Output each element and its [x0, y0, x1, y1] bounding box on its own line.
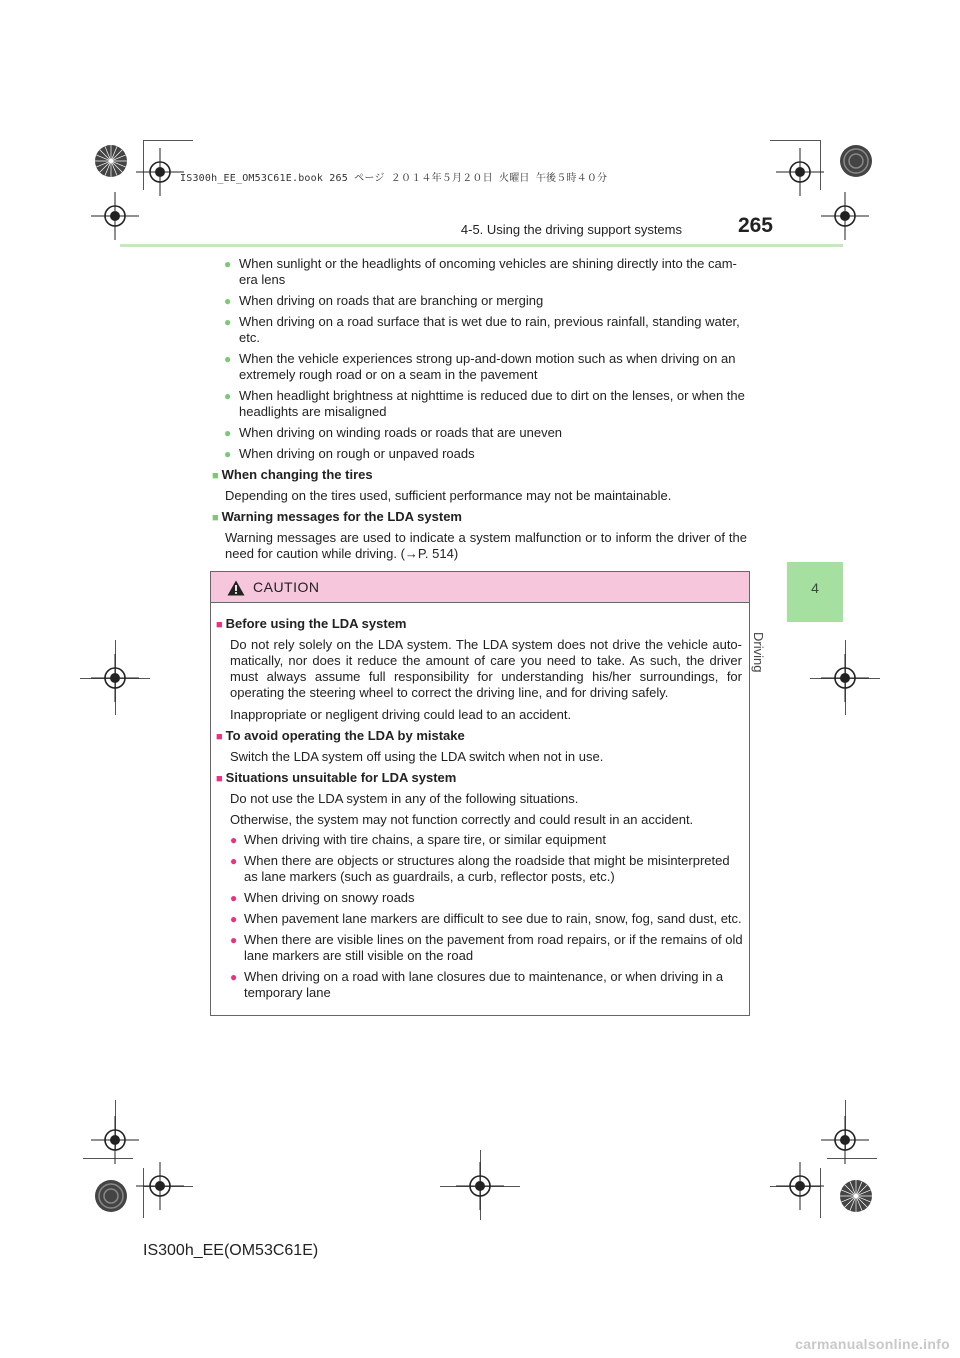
registration-mark-icon	[136, 148, 184, 196]
list-item: ● When driving on rough or unpaved roads	[224, 446, 475, 461]
registration-mark-icon	[776, 1162, 824, 1210]
list-item: ● When driving on snowy roads	[230, 890, 415, 905]
registration-mark-icon	[91, 654, 139, 702]
caution-box	[210, 571, 750, 1016]
document-code: IS300h_EE(OM53C61E)	[143, 1242, 319, 1259]
list-item: ● When the vehicle experiences strong up-and-down motion such as when driving on an extremely rough road or on a seam in the pavement	[224, 351, 736, 382]
square-bullet-icon: ■	[216, 773, 223, 785]
caution-paragraph: Inappropriate or negligent driving could lead to an accident.	[230, 707, 572, 722]
bullet-icon: ●	[224, 447, 232, 461]
section-heading: ■ When changing the tires	[212, 467, 373, 482]
registration-mark-icon	[91, 192, 139, 240]
list-item: ● When driving on roads that are branching or merging	[224, 293, 544, 308]
list-item: ● When sunlight or the headlights of oncoming vehicles are shining directly into the cam-era lens	[224, 256, 737, 287]
crop-line	[770, 140, 820, 141]
bullet-icon: ●	[230, 912, 238, 926]
square-bullet-icon: ■	[212, 470, 219, 482]
list-item: ● When driving on a road surface that is wet due to rain, previous rainfall, standing water, etc.	[224, 314, 740, 345]
crop-line	[143, 140, 193, 141]
bullet-icon: ●	[224, 294, 232, 308]
warning-icon	[227, 580, 245, 596]
bullet-icon: ●	[230, 833, 238, 847]
caution-paragraph: Do not rely solely on the LDA system. The LDA system does not drive the vehicle auto-matically, nor does it reduce the amount of care you need to take. As such, the driver must always assume full responsibility for understanding his/her surroundings, for operating the steering wheel to correct the driving line, and for driving safely.	[230, 637, 742, 700]
bullet-icon: ●	[230, 933, 238, 947]
print-info: IS300h_EE_OM53C61E.book 265 ページ ２０１４年５月２０日 火曜日 午後５時４０分	[180, 173, 608, 184]
caution-heading: ■ To avoid operating the LDA by mistake	[216, 728, 465, 743]
caution-paragraph: Switch the LDA system off using the LDA switch when not in use.	[230, 749, 604, 764]
list-item: ● When driving on a road with lane closures due to maintenance, or when driving in a temporary lane	[230, 969, 724, 1000]
bullet-icon: ●	[230, 970, 238, 984]
bullet-icon: ●	[224, 352, 232, 366]
section-body: Warning messages are used to indicate a system malfunction or to inform the driver of the need for caution while driving. (→P. 514)	[225, 530, 747, 561]
bullet-icon: ●	[230, 891, 238, 905]
caution-title: CAUTION	[253, 579, 320, 595]
condition-list	[224, 256, 752, 467]
starburst-target-icon	[94, 144, 128, 178]
section-title: 4-5. Using the driving support systems	[460, 222, 682, 237]
caution-heading: ■ Before using the LDA system	[216, 616, 407, 631]
list-item: ● When pavement lane markers are difficult to see due to rain, snow, fog, sand dust, etc.	[230, 911, 742, 926]
caution-header	[211, 572, 749, 603]
list-item: ● When driving on winding roads or roads that are uneven	[224, 425, 563, 440]
list-item: ● When headlight brightness at nighttime is reduced due to dirt on the lenses, or when the headlights are misaligned	[224, 388, 745, 419]
bullet-icon: ●	[224, 389, 232, 403]
section-heading: ■ Warning messages for the LDA system	[212, 509, 462, 524]
starburst-target-icon	[839, 1179, 873, 1213]
registration-mark-icon	[776, 148, 824, 196]
registration-mark-icon	[821, 654, 869, 702]
caution-heading: ■ Situations unsuitable for LDA system	[216, 770, 457, 785]
registration-mark-icon	[821, 192, 869, 240]
registration-mark-icon	[136, 1162, 184, 1210]
registration-mark-icon	[821, 1116, 869, 1164]
section-body: Depending on the tires used, sufficient performance may not be maintainable.	[225, 488, 672, 503]
list-item: ● When there are visible lines on the pavement from road repairs, or if the remains of old lane markers are still visible on the road	[230, 932, 743, 963]
list-item: ● When driving with tire chains, a spare tire, or similar equipment	[230, 832, 606, 847]
registration-mark-icon	[456, 1162, 504, 1210]
caution-paragraph: Otherwise, the system may not function correctly and could result in an accident.	[230, 812, 694, 827]
page-number: 265	[737, 214, 773, 237]
caution-list	[230, 832, 746, 1006]
bullet-icon: ●	[224, 315, 232, 329]
registration-mark-icon	[91, 1116, 139, 1164]
watermark: carmanualsonline.info	[795, 1336, 950, 1352]
starburst-target-icon	[839, 144, 873, 178]
chapter-label: Driving	[751, 632, 766, 673]
bullet-icon: ●	[224, 426, 232, 440]
square-bullet-icon: ■	[216, 619, 223, 631]
square-bullet-icon: ■	[212, 512, 219, 524]
bullet-icon: ●	[224, 257, 232, 271]
list-item: ● When there are objects or structures along the roadside that might be misinterpreted as lane markers (such as guardrails, a curb, reflector posts, etc.)	[230, 853, 730, 884]
header-rule	[120, 244, 843, 247]
square-bullet-icon: ■	[216, 731, 223, 743]
caution-paragraph: Do not use the LDA system in any of the following situations.	[230, 791, 579, 806]
bullet-icon: ●	[230, 854, 238, 868]
chapter-number: 4	[811, 580, 819, 596]
starburst-target-icon	[94, 1179, 128, 1213]
